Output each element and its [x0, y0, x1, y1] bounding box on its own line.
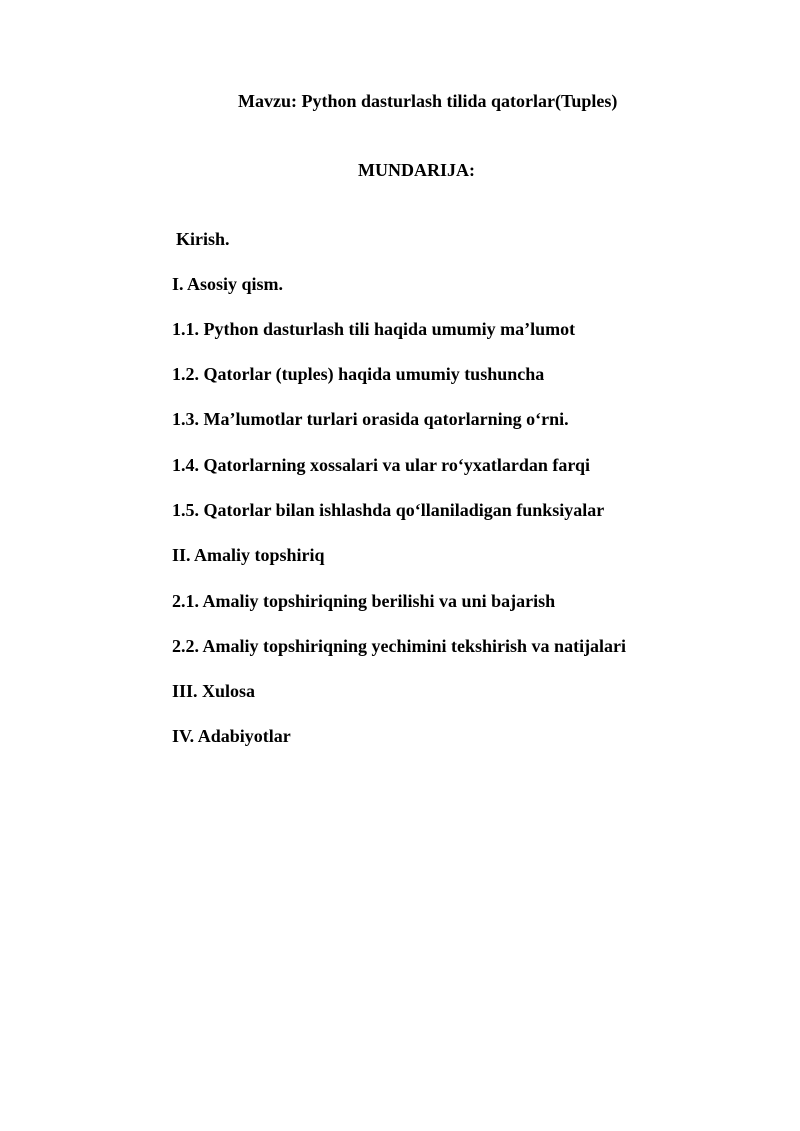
- toc-item-1-4: 1.4. Qatorlarning xossalari va ular ro‘yxatlardan farqi: [172, 455, 591, 475]
- toc-item-xulosa: III. Xulosa: [172, 681, 256, 701]
- toc-item-2-1: 2.1. Amaliy topshiriqning berilishi va uni bajarish: [172, 591, 556, 611]
- toc-item-1-3: 1.3. Ma’lumotlar turlari orasida qatorlarning o‘rni.: [172, 409, 569, 429]
- toc-item-1-1: 1.1. Python dasturlash tili haqida umumiy ma’lumot: [172, 319, 576, 339]
- toc-item-2-2: 2.2. Amaliy topshiriqning yechimini tekshirish va natijalari: [172, 636, 627, 656]
- toc-item-asosiy-qism: I. Asosiy qism.: [172, 274, 284, 294]
- toc-heading: MUNDARIJA:: [358, 160, 475, 180]
- toc-item-kirish: Kirish.: [176, 229, 230, 249]
- toc-item-adabiyotlar: IV. Adabiyotlar: [172, 726, 291, 746]
- toc-item-amaliy-topshiriq: II. Amaliy topshiriq: [172, 545, 325, 565]
- toc-item-1-2: 1.2. Qatorlar (tuples) haqida umumiy tushuncha: [172, 364, 545, 384]
- toc-item-1-5: 1.5. Qatorlar bilan ishlashda qo‘llaniladigan funksiyalar: [172, 500, 605, 520]
- document-topic: Mavzu: Python dasturlash tilida qatorlar(Tuples): [238, 91, 618, 111]
